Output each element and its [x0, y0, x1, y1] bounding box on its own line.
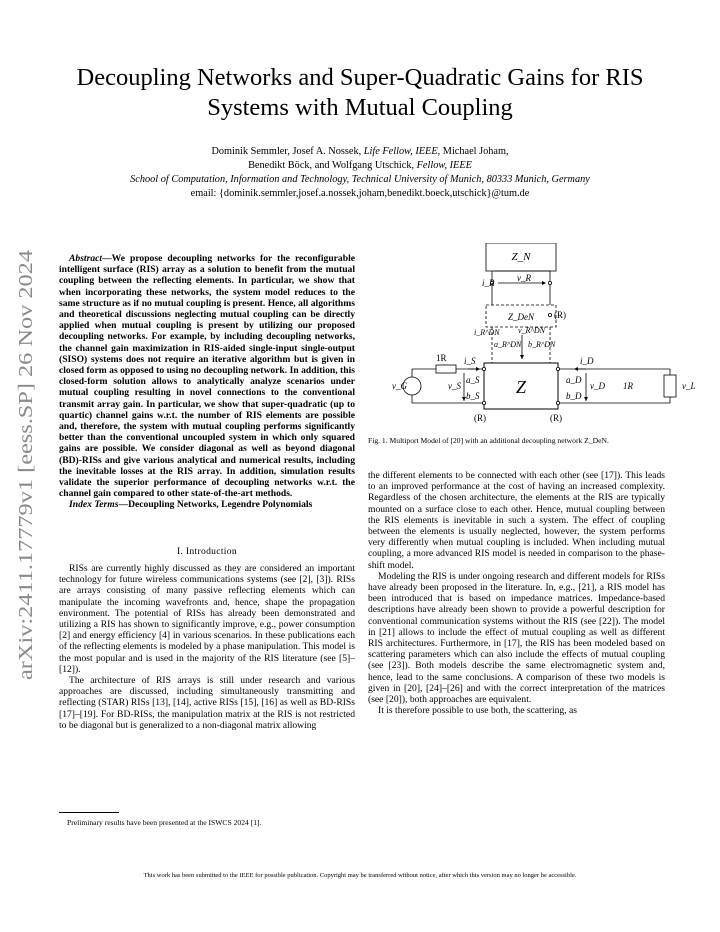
- abstract: [59, 253, 355, 511]
- intro-paragraph-1: RISs are currently highly discussed as they are considered an important technology for future wireless communications systems (see [2], [3]). RISs are arrays consisting of many passive reflecting elements which can manipulate the incoming wavefronts and, hence, shape the propagation environment. The potential of RISs has already been demonstrated and utilizing a RIS has shown to significantly improve, e.g., power consumption [2] and energy efficiency [4] in various scenarios. In these publications each of the reflecting elements is modeled by a phase manipulation. This model is the most popular and is used in the majority of the RIS literature (see [5]–[12]).: [59, 563, 355, 675]
- ir-label: i_R: [482, 278, 495, 288]
- vr-den-label: v_R^DN: [518, 326, 545, 335]
- index-terms: [59, 499, 355, 510]
- is-label: i_S: [464, 356, 476, 366]
- email: email: {dominik.semmler,josef.a.nossek,joham,benedikt.boeck,utschick}@tum.de: [190, 188, 530, 199]
- footnote-rule: [59, 812, 119, 813]
- as-label: a_S: [466, 375, 480, 385]
- br-den-label: b_R^DN: [528, 340, 556, 349]
- zn-label: Z_N: [511, 251, 531, 263]
- zden-label: Z_DeN: [507, 312, 535, 322]
- vd-label: v_D: [590, 381, 605, 391]
- figure-caption: Fig. 1. Multiport Model of [20] with an additional decoupling network Z_DeN.: [368, 436, 609, 445]
- footnote: Preliminary results have been presented at the ISWCS 2024 [1].: [67, 818, 262, 827]
- section-title: I. Introduction: [177, 546, 237, 557]
- id-label: i_D: [580, 356, 594, 366]
- index-terms-lead: Index Terms: [69, 499, 119, 511]
- ar-den-label: a_R^DN: [494, 340, 522, 349]
- author-names-a: Dominik Semmler, Josef A. Nossek,: [211, 146, 362, 157]
- ad-label: a_D: [566, 375, 582, 385]
- r-label-top: (R): [554, 310, 566, 320]
- vs-label: v_S: [448, 381, 461, 391]
- bs-label: b_S: [466, 391, 480, 401]
- one-r-right: 1R: [623, 381, 633, 391]
- abstract-text: —We propose decoupling networks for the reconfigurable intelligent surface (RIS) array as a solution to benefit from the mutual coupling between the reflecting elements. In particular, we show that when incorporating these networks, the system model reduces to the same structure as if no mutual coupling is present. Hence, all algorithms and theoretical discussions neglecting mutual coupling can be directly applied when mutual coupling is present by utilizing our proposed decoupling networks. For example, by including decoupling networks, the channel gain maximization in RIS-aided single-input single-output (SISO) systems does not require an iterative algorithm but is given in closed form as opposed to using no decoupling network. In addition, this closed-form solution allows to analytically analyze scenarios under mutual coupling resulting in novel connections to the conventional transmit array gain. In particular, we show that super-quadratic (up to quartic) channel gains w.r.t. the number of RIS elements are possible and, therefore, the system with mutual coupling performs significantly better than the conventional uncoupled system in which only squared gains are possible. We consider diagonal as well as beyond diagonal (BD)-RISs and give various analytical and numerical results, including the inevitable losses at the RIS array. In addition, simulation results validate the superior performance of decoupling networks w.r.t. the channel gain compared to other state-of-the-art methods.: [59, 253, 355, 500]
- vl-label: v_L: [682, 381, 696, 391]
- z-label: Z: [515, 377, 527, 397]
- author-affiliation-c: Fellow, IEEE: [416, 160, 472, 171]
- paper-title: Decoupling Networks and Super-Quadratic Gains for RIS Systems with Mutual Coupling: [76, 64, 644, 121]
- load-resistor: [664, 375, 676, 397]
- vg-label: v_G: [392, 381, 407, 391]
- author-line-2: [40, 159, 680, 173]
- one-r-left: 1R: [436, 353, 447, 363]
- right-paragraph-2: Modeling the RIS is under ongoing research and different models for RISs have already been proposed in the literature. In, e.g., [21], a RIS model has been introduced that is based on impedance matrices. Impedance-based descriptions have already been shown to provide a powerful description for conventional communication systems without the RIS (see [22]). The model in [21] allows to include the effect of mutual coupling as well as different RIS architectures. Furthermore, in [17], the RIS has been modeled based on scattering parameters which can also include the effects of mutual coupling (see [23]). Both models describe the same electromagnetic system and, hence, lead to the same conclusions. A comparison of these two models is given in [20], [24]–[26] and with the correct interpretation of the matrices (see [20]), both approaches are equivalent.: [368, 570, 665, 706]
- r-label-left: (R): [474, 413, 486, 423]
- right-paragraph-3: It is therefore possible to use both, the scattering, as: [378, 705, 578, 717]
- ir-den-label: i_R^DN: [474, 328, 500, 337]
- figure-multiport-model: [390, 243, 700, 428]
- r-label-right: (R): [550, 413, 562, 423]
- author-affiliation-a: Life Fellow, IEEE: [363, 146, 438, 157]
- author-line-1: [40, 145, 680, 159]
- author-names-c: Benedikt Böck, and Wolfgang Utschick,: [248, 160, 415, 171]
- index-terms-text: —Decoupling Networks, Legendre Polynomials: [118, 499, 313, 511]
- arxiv-id-text: arXiv:2411.17779v1 [eess.SP] 26 Nov 2024: [16, 335, 37, 680]
- right-paragraph-1: the different elements to be connected with each other (see [17]). This leads to an improved performance at the cost of having an increased complexity. Regardless of the chosen architecture, the elements at the RIS are typically mounted on a surface close to each other. Hence, mutual coupling between the RIS elements is inevitable in such a system. The effect of coupling between the elements is usually neglected, however, the system performs very differently when mutual coupling is included. When including mutual coupling, a more advanced RIS model is needed in comparison to the phase-shift model.: [368, 470, 665, 571]
- abstract-lead: Abstract: [69, 253, 103, 264]
- intro-text: [59, 563, 355, 731]
- arxiv-identifier: [4, 248, 44, 680]
- bd-label: b_D: [566, 391, 582, 401]
- intro-paragraph-2: The architecture of RIS arrays is still under research and various approaches are discussed, including simultaneously transmitting and reflecting (STAR) RISs [13], [14], active RISs [15], [16] as well as BD-RISs [17]–[19]. For BD-RISs, the manipulation matrix at the RIS is not restricted to be diagonal but is generalized to a non-diagonal matrix allowing: [59, 675, 355, 731]
- author-names-b: , Michael Joham,: [437, 146, 509, 157]
- copyright-footer: This work has been submitted to the IEEE for possible publication. Copyright may be transferred without notice, after which this version may no longer be accessible.: [143, 872, 577, 879]
- institution: School of Computation, Information and Technology, Technical University of Munich, 80333 Munich, Germany: [130, 174, 590, 185]
- right-column-text: [368, 470, 665, 716]
- vr-label: v_R: [517, 273, 531, 283]
- author-block: [40, 145, 680, 201]
